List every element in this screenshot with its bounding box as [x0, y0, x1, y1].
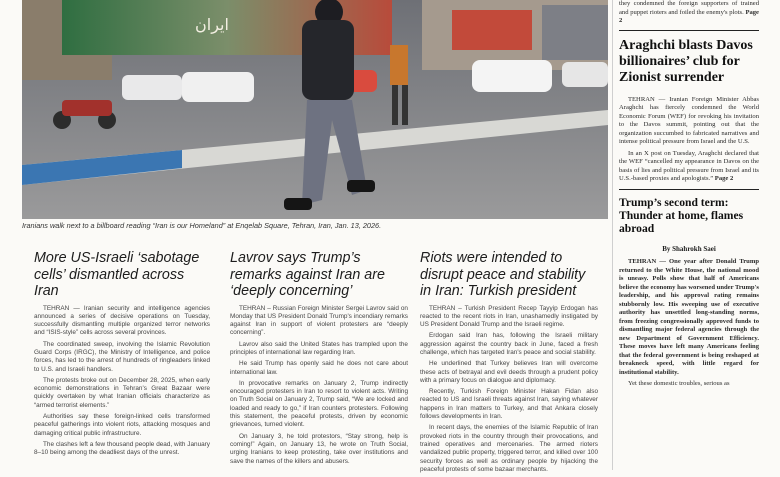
- story-paragraph: Lavrov also said the United States has trampled upon the principles of international law regarding Iran.: [230, 340, 408, 356]
- sidebar-lead-headline: Araghchi blasts Davos billionaires’ club for Zionist surrender: [619, 37, 753, 85]
- story-paragraph: The coordinated sweep, involving the Islamic Revolution Guard Corps (IRGC), the Ministry of Intelligence, and police forces, has led to the arrest of hundreds of ringleaders linked to U.S. and Israeli handlers.: [34, 340, 210, 373]
- story-headline: Lavrov says Trump’s remarks against Iran are ‘deeply concerning’: [230, 250, 385, 299]
- story-paragraph: Recently, Turkish Foreign Minister Hakan Fidan also reacted to US and Israeli threats against Iran, saying whatever happens in Iran matters to Turkey, and that Ankara closely follows developments in Iran.: [420, 388, 598, 421]
- story-body: [34, 305, 210, 458]
- photo-caption: Iranians walk next to a billboard reading “Iran is our Homeland” at Enqelab Square, Tehran, Iran, Jan. 13, 2026.: [22, 221, 382, 230]
- story-paragraph: Erdogan said Iran has, following the Israeli military aggression against the country back in June, faced a fresh challenge, which has targeted Iran's peace and social stability.: [420, 332, 598, 356]
- story-paragraph: In recent days, the enemies of the Islamic Republic of Iran provoked riots in the country through their provocations, and trained operatives and mercenaries. The armed rioters vandalized public property, triggered terror, and killed over 100 security forces as well as ordinary people by hijacking the peaceful protests of some bazaar merchants.: [420, 424, 598, 473]
- story-paragraph: He underlined that Turkey believes Iran will overcome these acts of betrayal and evil deeds through a prudent policy with a primary focus on dialogue and diplomacy.: [420, 360, 598, 384]
- sidebar-second-body: [619, 258, 759, 389]
- story-paragraph: TEHRAN — Iranian Foreign Minister Abbas Araghchi has fiercely condemned the World Economic Forum (WEF) for revoking his invitation to the Davos summit, pointing out that the organization succumbed to fabricated narratives and intense political pressure from Israel and the U.S.: [619, 95, 759, 145]
- paragraph-text: In an X post on Tuesday, Araghchi declared that the WEF “cancelled my appearance in Davos on the basis of lies and political pressure from Israel and its U.S.-based proxies and apologists.”: [619, 149, 759, 182]
- story-lavrov: [230, 250, 408, 469]
- story-paragraph: TEHRAN — Iranian security and intelligence agencies announced a series of decisive operations on Tuesday, successfully dismantling multiple organized terror networks and “ISIS-style” cells across several provinces.: [34, 304, 210, 337]
- sidebar-rule: [619, 189, 759, 190]
- story-erdogan: [420, 250, 598, 477]
- fragment-text: they condemned the foreign supporters of trained and puppet rioters and foiled the enemy's plots.: [619, 0, 759, 16]
- story-paragraph: Yet these domestic troubles, serious as: [628, 380, 730, 388]
- story-headline: More US-Israeli ‘sabotage cells’ dismantled across Iran: [34, 250, 200, 299]
- sidebar-rule: [619, 30, 759, 31]
- story-body: [420, 305, 598, 475]
- byline: By Shahrokh Saei: [662, 245, 716, 254]
- street-scene-image: [22, 0, 608, 219]
- story-paragraph: The protests broke out on December 28, 2025, when early economic demonstrations in Tehran's Great Bazaar were quickly overtaken by what Iranian officials characterize as “armed terrorist elements.”: [34, 376, 210, 409]
- story-paragraph: He said Trump has openly said he does not care about international law.: [230, 360, 408, 376]
- story-headline: Riots were intended to disrupt peace and stability in Iran: Turkish president: [420, 250, 586, 299]
- sidebar-second-headline: Trump’s second term: Thunder at home, flames abroad: [619, 195, 744, 236]
- story-paragraph: [619, 150, 759, 184]
- sidebar-top-fragment: [619, 0, 759, 26]
- story-sabotage-cells: [34, 250, 210, 461]
- story-paragraph: TEHRAN — One year after Donald Trump returned to the White House, the national mood is uneasy. Polls show that half of Americans believe the economy has worsened under Trump's leadership, and his approval rating remains stubbornly low. His sweeping use of executive authority has unsettled long-standing norms, from freezing congressionally approved funds to dismantling major federal agencies through the new Department of Government Efficiency. These moves have left many Americans feeling that the federal government is being reshaped at breakneck speed, with little regard for institutional stability.: [619, 258, 759, 376]
- story-paragraph: Authorities say these foreign-linked cells transformed peaceful gatherings into violent riots, attacking mosques and damaging critical public infrastructure.: [34, 413, 210, 437]
- story-paragraph: TEHRAN – Turkish President Recep Tayyip Erdogan has reacted to the recent riots in Iran, unashamedly instigated by US President Donald Trump and the Israeli regime.: [420, 304, 598, 329]
- svg-text:ایران: ایران: [195, 15, 229, 34]
- sidebar-lead-body: [619, 96, 759, 184]
- story-paragraph: The clashes left a few thousand people dead, with January 8–10 being among the deadliest days of the unrest.: [34, 440, 210, 457]
- sidebar: [619, 0, 759, 392]
- column-divider: [612, 0, 613, 470]
- story-paragraph: TEHRAN – Russian Foreign Minister Sergei Lavrov said on Monday that US President Donald Trump's incendiary remarks against Iran in support of violent protesters are “deeply concerning”.: [230, 304, 408, 337]
- story-paragraph: In provocative remarks on January 2, Trump indirectly encouraged protesters in Iran to resort to violent acts. Writing on Truth Social on January 2, Trump said, “We are locked and loaded and ready to go,” if Iran counters protesters. Following this statement, the peaceful protests, driven by economic grievances, turned violent.: [230, 379, 408, 429]
- page-ref: Page 2: [714, 175, 734, 182]
- story-paragraph: On January 3, he told protestors, “Stay strong, help is coming!” Again, on January 13, he wrote on Truth Social, urging Iranians to keep protesting, take over institutions and save the names of the killers and abusers.: [230, 432, 408, 465]
- page-ref: Page 2: [619, 8, 759, 24]
- news-photo: [22, 0, 608, 219]
- story-body: [230, 305, 408, 466]
